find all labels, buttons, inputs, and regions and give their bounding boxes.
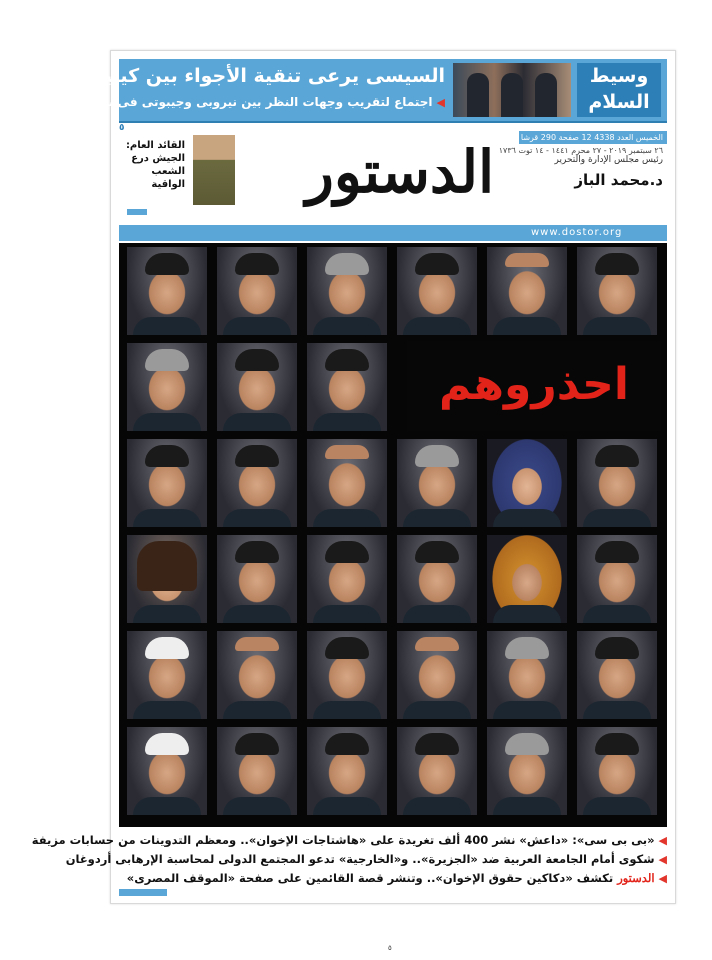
teaser-photo — [453, 63, 571, 117]
bullet-text: «بى بى سى»: «داعش» نشر 400 ألف تغريدة على «هاشتاجات الإخوان».. ومعظم التدوينات من حسابات مزيفة — [31, 833, 655, 847]
portrait-photo — [397, 535, 477, 623]
main-headline: احذروهم — [439, 359, 629, 410]
portrait-photo — [307, 535, 387, 623]
portrait-photo — [397, 631, 477, 719]
portrait-photo — [217, 343, 297, 431]
footer-page-number: ٥ — [388, 944, 392, 952]
bullet-item — [31, 831, 667, 850]
leader-photo — [193, 135, 235, 205]
top-teaser — [0, 59, 667, 123]
portrait-photo — [217, 535, 297, 623]
portrait-photo — [577, 439, 657, 527]
page-number: ٥ — [119, 123, 125, 133]
portrait-photo — [307, 727, 387, 815]
masthead — [119, 125, 667, 221]
portrait-photo — [487, 727, 567, 815]
website-bar: www.dostor.org — [119, 225, 667, 241]
bullet-item — [65, 850, 667, 869]
footer-tag — [119, 889, 167, 896]
portrait-photo — [127, 343, 207, 431]
issue-line-1: الخميس العدد 4338 12 صفحة 290 قرشا — [519, 131, 667, 144]
portrait-photo — [577, 727, 657, 815]
leader-box — [123, 131, 233, 219]
person-silhouette — [501, 73, 523, 117]
editor-block — [523, 155, 663, 189]
main-photo-grid — [119, 243, 667, 827]
editor-name: د.محمد الباز — [574, 171, 663, 189]
portrait-photo — [307, 439, 387, 527]
bullet-item — [119, 869, 667, 888]
leader-tag — [127, 209, 147, 215]
portrait-photo — [307, 631, 387, 719]
portrait-photo — [487, 535, 567, 623]
arrow-icon: ◀ — [658, 853, 667, 866]
bullet-brand: الدستور — [617, 871, 655, 885]
portrait-photo — [577, 631, 657, 719]
teaser-subhead — [66, 95, 445, 109]
portrait-photo — [127, 439, 207, 527]
bullet-list — [31, 831, 667, 888]
portrait-photo — [217, 247, 297, 335]
portrait-photo — [397, 727, 477, 815]
portrait-photo — [217, 439, 297, 527]
newspaper-page — [0, 50, 676, 904]
headline-band — [407, 341, 661, 431]
portrait-photo — [217, 631, 297, 719]
leader-caption: القائد العام: الجيش درع الشعب الواقية — [125, 140, 185, 190]
person-silhouette — [467, 73, 489, 117]
arrow-icon: ◀ — [436, 96, 445, 109]
portrait-photo — [577, 535, 657, 623]
newspaper-logo: الدستور — [305, 138, 495, 206]
portrait-photo — [307, 247, 387, 335]
teaser-label-box: وسيط السلام — [577, 63, 661, 117]
portrait-photo — [487, 247, 567, 335]
portrait-photo — [397, 247, 477, 335]
portrait-photo — [127, 631, 207, 719]
portrait-photo — [127, 247, 207, 335]
bullet-text: تكشف «دكاكين حقوق الإخوان».. وتنشر قصة القائمين على صفحة «الموقف المصرى» — [126, 871, 614, 885]
portrait-photo — [577, 247, 657, 335]
portrait-photo — [217, 727, 297, 815]
portrait-photo — [487, 439, 567, 527]
issue-line-2: ٢٦ سبتمبر ٢٠١٩ - ٢٧ محرم ١٤٤١ - ١٤ توت ١٧٣٦ — [498, 146, 663, 155]
portrait-photo — [307, 343, 387, 431]
editor-title: رئيس مجلس الإدارة والتحرير — [554, 155, 663, 165]
teaser-headline: السيسى يرعى تنقية الأجواء بين كينيا والصومال — [0, 65, 445, 87]
arrow-icon: ◀ — [658, 872, 667, 885]
person-silhouette — [535, 73, 557, 117]
bullet-text: شكوى أمام الجامعة العربية ضد «الجزيرة».. و«الخارجية» تدعو المجتمع الدولى لمحاسبة الإرهابى أردوغان — [65, 852, 655, 866]
arrow-icon: ◀ — [658, 834, 667, 847]
portrait-photo — [397, 439, 477, 527]
teaser-subhead-text: اجتماع لتقريب وجهات النظر بين نيروبى وجيبوتى فى نيويورك — [66, 95, 433, 109]
portrait-photo — [127, 535, 207, 623]
portrait-photo — [127, 727, 207, 815]
portrait-photo — [487, 631, 567, 719]
